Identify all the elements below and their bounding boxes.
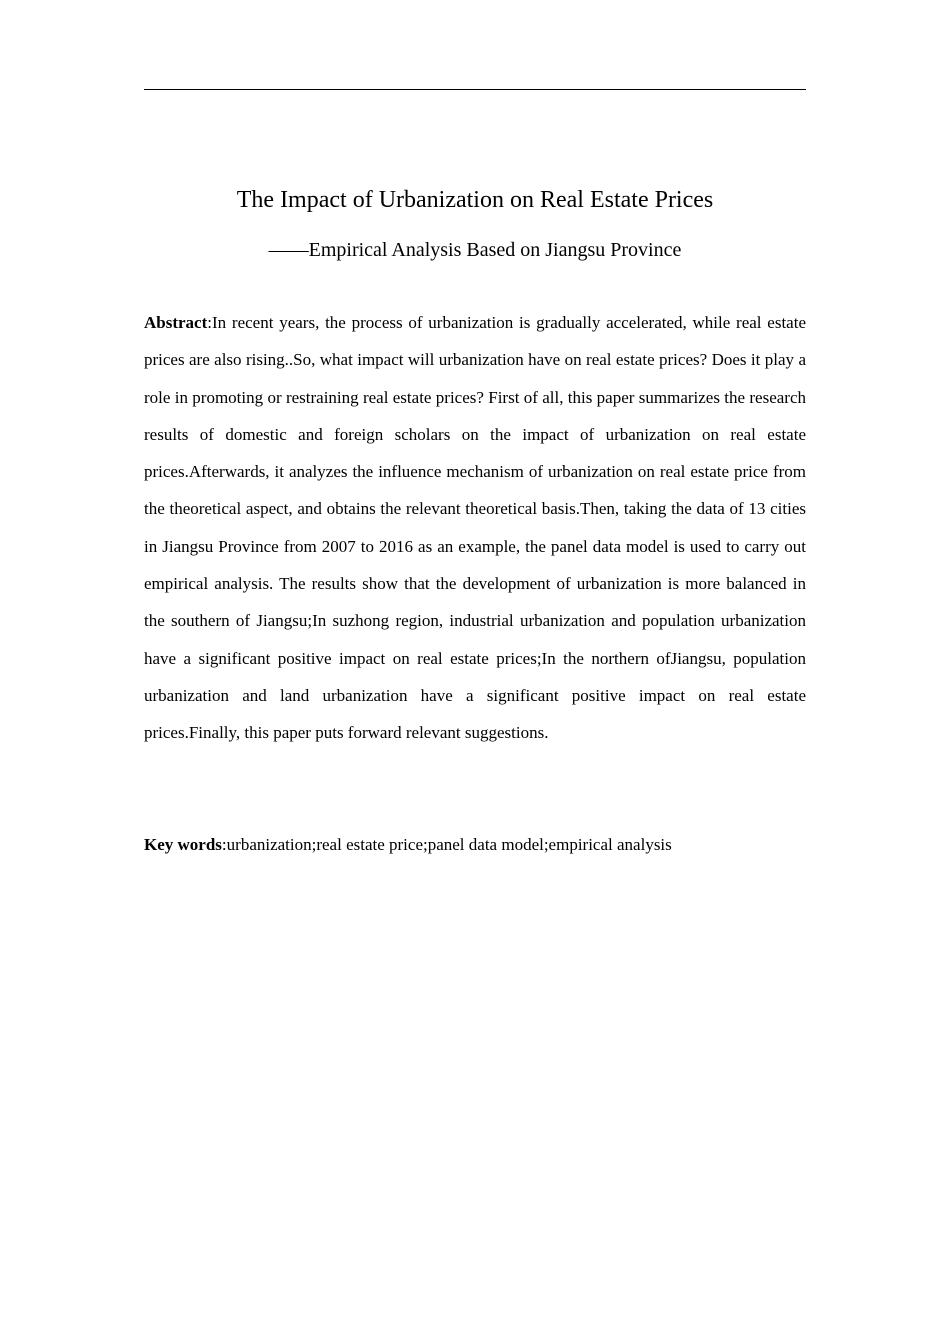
paper-subtitle: ——Empirical Analysis Based on Jiangsu Province: [268, 239, 682, 261]
keywords-line: [144, 826, 806, 863]
abstract-label: Abstract: [144, 313, 208, 332]
abstract-paragraph: [144, 304, 806, 752]
keywords-separator: :: [221, 835, 227, 854]
abstract-text: In recent years, the process of urbanization is gradually accelerated, while real estate prices are also rising..So, what impact will urbanization have on real estate prices? Does it play a role in promoting or restraining real estate prices? First of all, this paper summarizes the research results of domestic and foreign scholars on the impact of urbanization on real estate prices.Afterwards, it analyzes the influence mechanism of urbanization on real estate price from the theoretical aspect, and obtains the relevant theoretical basis.Then, taking the data of 13 cities in Jiangsu Province from 2007 to 2016 as an example, the panel data model is used to carry out empirical analysis. The results show that the development of urbanization is more balanced in the southern of Jiangsu;In suzhong region, industrial urbanization and population urbanization have a significant positive impact on real estate prices;In the northern ofJiangsu, population urbanization and land urbanization have a significant positive impact on real estate prices.Finally, this paper puts forward relevant suggestions.: [144, 313, 806, 743]
paper-title: The Impact of Urbanization on Real Estate Prices: [236, 187, 714, 213]
keywords-text: urbanization;real estate price;panel data model;empirical analysis: [226, 835, 672, 854]
header-rule: [144, 89, 806, 90]
abstract-separator: :: [207, 313, 212, 332]
keywords-label: Key words: [144, 835, 222, 854]
